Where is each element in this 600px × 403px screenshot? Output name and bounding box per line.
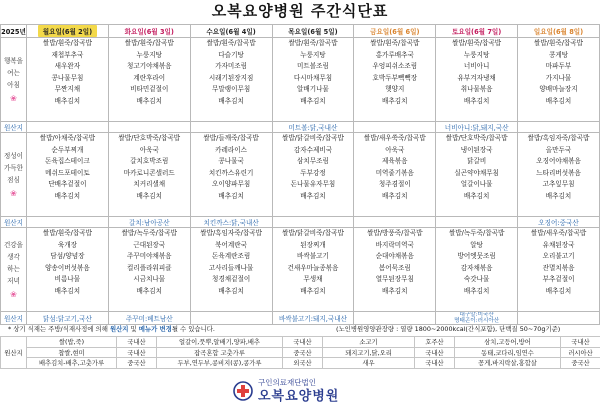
menu-item: 배추김치	[463, 191, 490, 200]
menu-item: 쌀밥/흰죽/찹곡밥	[42, 229, 92, 237]
menu-item: 가지나물	[545, 73, 572, 82]
country-cell: 중국산	[117, 358, 157, 369]
menu-item: 주꾸미야채볶음	[126, 252, 172, 261]
meal-cell	[190, 38, 272, 122]
footer	[0, 375, 600, 403]
ingredient-cell: 배추김치-배추,고춧가루	[27, 358, 117, 369]
origin-table-row	[1, 347, 600, 358]
day-label: 수요일(6월 4일)	[201, 25, 260, 37]
meal-cell	[27, 133, 109, 217]
menu-item: 비름나물	[54, 275, 81, 284]
day-label: 일요일(6월 8일)	[529, 25, 588, 37]
menu-item: 배추김치	[382, 96, 408, 105]
notice-left	[8, 324, 215, 333]
menu-item: 닭갈비	[467, 157, 487, 166]
meal-label	[1, 228, 27, 312]
menu-item: 콩나물국	[218, 157, 244, 166]
meal-cell	[518, 38, 600, 122]
country-cell: 국내산	[415, 347, 455, 358]
menu-item: 쌀밥/흰죽/찹곡밥	[288, 39, 338, 47]
menu-item: 제육볶음	[382, 157, 408, 166]
day-header	[354, 25, 436, 38]
menu-item: 카레라이스	[215, 145, 248, 154]
origin-cell: 주꾸미:베트남산	[108, 312, 190, 325]
country-cell: 중국산	[561, 358, 600, 369]
country-cell: 국내산	[415, 358, 455, 369]
menu-item: 쌀밥/흑임자죽/찹곡밥	[200, 229, 262, 237]
meal-cell	[190, 133, 272, 217]
meal-cell	[27, 38, 109, 122]
origin-cell	[27, 122, 109, 133]
day-label: 화요일(6월 3일)	[120, 25, 179, 37]
menu-item: 다시마채무침	[293, 73, 333, 82]
menu-item: 쌀밥/단호박죽/찹곡밥	[445, 134, 508, 142]
day-label: 토요일(6월 7일)	[447, 25, 506, 37]
menu-item: 돈육계란조림	[212, 252, 251, 261]
menu-item: 쌀밥/아채죽/찹곡밥	[39, 134, 96, 142]
notice-line	[0, 324, 600, 335]
year-label: 2025년	[1, 25, 27, 38]
menu-item: 얼갈이나물	[460, 180, 493, 189]
menu-item: 배추김치	[300, 96, 326, 105]
menu-item: 배추김치	[218, 96, 244, 105]
country-cell: 러시아산	[561, 347, 600, 358]
menu-item: 부추겉절이	[542, 275, 575, 284]
menu-item: 무짠지채	[54, 85, 81, 94]
menu-item: 바지락미역국	[375, 240, 414, 249]
menu-item: 단배추겉절이	[48, 180, 87, 189]
weekly-menu-table	[0, 24, 600, 325]
menu-item: 배추김치	[545, 286, 572, 295]
menu-item: 너비아니	[463, 62, 490, 71]
menu-item: 느타리버섯볶음	[536, 168, 581, 177]
flower-icon: ❀	[10, 188, 17, 198]
meal-cell	[354, 38, 436, 122]
ingredient-cell: 새우	[323, 358, 415, 369]
origin-cell	[190, 122, 272, 133]
notice-text-3: 될 수 있습니다.	[171, 325, 215, 333]
menu-item: 배추김치	[463, 96, 490, 105]
menu-item: 갈치호박조림	[130, 157, 169, 166]
footer-subtitle: 구인의료재단법인	[258, 378, 316, 387]
day-header	[436, 25, 518, 38]
menu-item: 쌀밥/방풍죽/찹곡밥	[367, 229, 423, 237]
origin-table-row	[1, 358, 600, 369]
menu-item: 배추김치	[300, 286, 326, 295]
meal-cell	[518, 133, 600, 217]
menu-item: 다슬기탕	[218, 50, 244, 59]
meal-cell	[354, 228, 436, 312]
menu-item: 순대야채볶음	[375, 252, 414, 261]
country-cell: 외국산	[283, 358, 323, 369]
menu-item: 배추김치	[218, 286, 244, 295]
meal-cell	[436, 133, 518, 217]
menu-item: 새우완자	[54, 62, 81, 71]
menu-item: 미트볼조림	[297, 62, 329, 71]
menu-item: 쌀밥/녹두죽/찹곡밥	[121, 229, 177, 237]
menu-item: 방어엣뭇조림	[457, 252, 496, 261]
meal-cell	[354, 133, 436, 217]
menu-item: 홍가루배추국	[375, 50, 414, 59]
meal-cell	[190, 228, 272, 312]
meal-label-line: 가득한	[3, 163, 24, 172]
meal-cell	[518, 228, 600, 312]
menu-item: 유부겨자냉채	[457, 73, 496, 82]
meal-label-line: 점심	[7, 175, 20, 184]
day-header	[518, 25, 600, 38]
notice-highlight-menu-change: 메뉴가 변경	[138, 325, 172, 333]
menu-item: 양송이버섯볶음	[45, 263, 90, 272]
menu-item: 콩나물무침	[51, 73, 84, 82]
origin-cell	[190, 312, 272, 325]
meal-label-line: 여는	[7, 68, 20, 77]
menu-item: 누룽지탕	[300, 50, 326, 59]
flower-icon: ❀	[10, 289, 17, 299]
menu-item: 배추김치	[54, 191, 81, 200]
country-cell: 호주산	[415, 337, 455, 348]
hospital-logo-icon	[232, 381, 254, 401]
menu-item: 메쉬드포테이토	[45, 168, 90, 177]
origin-row	[1, 217, 600, 228]
meal-cell	[272, 38, 354, 122]
menu-item: 아욱국	[139, 145, 159, 154]
meal-label-line: 건강을	[3, 240, 24, 249]
origin-row	[1, 122, 600, 133]
menu-item: 쌀밥/새우죽/찹곡밥	[530, 229, 587, 237]
menu-item: 쌀밥/닭갈비죽/찹곡밥	[282, 229, 344, 237]
meal-row	[1, 133, 600, 217]
menu-item: 고추잎무침	[542, 180, 575, 189]
menu-item: 재첩부추국	[51, 50, 84, 59]
flower-icon: ❀	[10, 93, 17, 103]
day-header	[27, 25, 109, 38]
nutrition-standard-text: (노인병원영양관장량 : 열량 1800~2000kcal(간식포함), 단백질 50~70g기준)	[336, 325, 561, 333]
menu-item: 냉이된장국	[460, 145, 493, 154]
menu-item: 쌀밥/단호박죽/찹곡밥	[118, 134, 181, 142]
menu-item: 알탕	[470, 240, 484, 249]
menu-item: 올만두국	[545, 145, 572, 154]
country-cell: 국내산	[117, 337, 157, 348]
menu-item: 열무된장무침	[375, 275, 414, 284]
meal-label-line: 정성이	[3, 151, 24, 160]
origin-cell	[518, 122, 600, 133]
meal-label-line: 아침	[7, 80, 20, 89]
menu-item: 시금치나물	[133, 275, 166, 284]
menu-item: 양배마늘장지	[539, 85, 578, 94]
menu-item: 컬리플라워피클	[126, 263, 172, 272]
menu-item: 봄어묵조림	[378, 263, 411, 272]
menu-item: 쌀밥/새우쑥죽/찹곡밥	[363, 134, 426, 142]
ingredient-cell: 찹쌀,현미	[27, 347, 117, 358]
country-cell: 중국산	[283, 347, 323, 358]
menu-item: 우엉피쉬소조림	[372, 62, 418, 71]
menu-item: 배추김치	[54, 96, 81, 105]
menu-item: 무생채	[303, 275, 323, 284]
menu-item: 바싹불고기	[297, 252, 329, 261]
ingredient-cell: 잡곡혼합 고춧가루	[157, 347, 283, 358]
menu-item: 육개장	[57, 240, 77, 249]
menu-item: 건새우마늘종볶음	[287, 263, 339, 272]
ingredient-cell: 돼지고기,닭,오리	[323, 347, 415, 358]
origin-row-label: 원산지	[1, 312, 27, 325]
menu-item: 배추김치	[136, 191, 162, 200]
ingredient-cell: 얼갈이,풋뿌,알배기,양파,배추	[157, 337, 283, 348]
menu-item: 오이양파무침	[212, 180, 251, 189]
day-header	[272, 25, 354, 38]
menu-item: 쌀밥/흰죽/찹곡밥	[452, 39, 502, 47]
menu-item: 햇양지	[385, 85, 405, 94]
menu-item: 마카로니콘샐러드	[123, 168, 175, 177]
menu-item: 가자미조림	[215, 62, 248, 71]
origin-row	[1, 312, 600, 325]
notice-text-1: * 상기 식재는 주방/식재사정에 의해	[8, 325, 110, 333]
menu-item: 쌀밥/흰죽/찹곡밥	[124, 39, 174, 47]
meal-cell	[108, 228, 190, 312]
origin-cell: 갈치:남아공산	[108, 217, 190, 228]
menu-item: 배추김치	[54, 286, 81, 295]
menu-item: 청주겸절이	[378, 180, 411, 189]
menu-item: 청경채겉절이	[212, 275, 251, 284]
menu-item: 누룽지탕	[136, 50, 162, 59]
meal-cell	[108, 133, 190, 217]
ingredient-cell: 소고기	[323, 337, 415, 348]
menu-item: 된장찌개	[300, 240, 326, 249]
menu-item: 두부강정	[300, 168, 326, 177]
menu-item: 담섬/양념장	[50, 252, 85, 261]
menu-item: 배추김치	[382, 191, 408, 200]
menu-item: 배추김치	[382, 286, 408, 295]
origin-cell	[354, 217, 436, 228]
meal-label	[1, 38, 27, 122]
origin-cell	[436, 217, 518, 228]
menu-item: 쌀밥/흰죽/찹곡밥	[534, 39, 584, 47]
menu-item: 오리불고기	[542, 252, 575, 261]
menu-item: 잔멸치볶음	[542, 263, 575, 272]
day-label: 월요일(6월 2일)	[38, 25, 97, 37]
origin-cell: 너비아니:닭,돼지,국산	[436, 122, 518, 133]
menu-item: 배추김치	[218, 191, 244, 200]
day-label: 금요일(6월 6일)	[365, 25, 424, 37]
footer-hospital-name: 오복요양병원	[258, 389, 340, 403]
menu-item: 콩게탕	[548, 50, 569, 59]
ingredient-cell: 삼치,고등어,방어	[455, 337, 561, 348]
meal-label-line: 행복을	[3, 56, 24, 65]
origin-cell: 대구알:미국산 명태곤이:러시아산	[436, 312, 518, 325]
origin-row-label: 원산지	[1, 122, 27, 133]
meal-cell	[272, 133, 354, 217]
menu-item: 쌀밥/닭갈비죽/찹곡밥	[282, 134, 344, 142]
day-header	[190, 25, 272, 38]
menu-item: 치커리샐채	[133, 180, 166, 189]
meal-label-line: 하는	[7, 264, 20, 273]
menu-item: 순두부찌개	[51, 145, 84, 154]
menu-item: 무말랭이무침	[212, 85, 251, 94]
menu-item: 취나물볶음	[460, 85, 493, 94]
origin-cell: 미트볼:닭,국내산	[272, 122, 354, 133]
meal-row	[1, 228, 600, 312]
menu-item: 북어계란국	[215, 240, 248, 249]
menu-item: 계란후라이	[133, 73, 166, 82]
meal-row	[1, 38, 600, 122]
ingredient-cell: 두부,연두부,콩비지(콩),콩가루	[157, 358, 283, 369]
menu-item: 알배기나물	[297, 85, 329, 94]
origin-cell: 오징어:중국산	[518, 217, 600, 228]
menu-item: 유채된장국	[542, 240, 575, 249]
meal-cell	[436, 38, 518, 122]
menu-item: 미역줄기볶음	[375, 168, 414, 177]
menu-item: 쌀밥/들깨죽/찹곡밥	[203, 134, 259, 142]
meal-cell	[27, 228, 109, 312]
menu-item: 돈육집스테이크	[45, 157, 90, 166]
menu-item: 감자채볶음	[460, 263, 493, 272]
menu-item: 시래기된장지짐	[208, 73, 254, 82]
day-header-row	[1, 25, 600, 38]
meal-cell	[436, 228, 518, 312]
origin-cell	[27, 217, 109, 228]
origin-cell	[354, 122, 436, 133]
menu-item: 배추김치	[136, 96, 162, 105]
meal-cell	[272, 228, 354, 312]
meal-label	[1, 133, 27, 217]
menu-item: 비타민겉절이	[130, 85, 169, 94]
menu-item: 쌀밥/흰죽/찹곡밥	[370, 39, 420, 47]
meal-cell	[108, 38, 190, 122]
menu-item: 쌀밥/흑임자죽/찹곡밥	[527, 134, 590, 142]
menu-item: 배추김치	[300, 191, 326, 200]
origin-cell	[518, 312, 600, 325]
menu-item: 실곤약야채무침	[454, 168, 499, 177]
menu-item: 쌀밥/흰죽/찹곡밥	[42, 39, 92, 47]
menu-item: 오징어야채볶음	[536, 157, 581, 166]
origin-cell	[108, 122, 190, 133]
menu-item: 돈나물유자무침	[290, 180, 336, 189]
ingredient-cell: 쌀(밥,죽)	[27, 337, 117, 348]
origin-cell	[272, 217, 354, 228]
day-header	[108, 25, 190, 38]
menu-item: 쌀밥/녹두죽/찹곡밥	[448, 229, 505, 237]
country-cell: 국내산	[117, 347, 157, 358]
menu-item: 고사리들깨나물	[208, 263, 254, 272]
meal-label-line: 생각	[7, 252, 20, 261]
ingredient-cell: 꽁게,바지락살,홍합살	[455, 358, 561, 369]
menu-item: 삼치무조림	[297, 157, 329, 166]
origin-row-label: 원산지	[1, 217, 27, 228]
notice-text-2: 및	[128, 325, 139, 333]
meal-label-line: 저녁	[7, 276, 20, 285]
menu-item: 배추김치	[463, 286, 490, 295]
menu-item: 근대된장국	[133, 240, 166, 249]
menu-item: 쌀밥/흰죽/찹곡밥	[206, 39, 256, 47]
origin-cell: 닭섬:닭고기,국산	[27, 312, 109, 325]
menu-item: 호박두부빽빽장	[372, 73, 418, 82]
origin-cell: 바싹불고기:돼지,국내산	[272, 312, 354, 325]
menu-item: 배추김치	[545, 191, 572, 200]
menu-item: 치킨까스유린기	[208, 168, 254, 177]
country-cell: 국내산	[561, 337, 600, 348]
notice-highlight-origin: 원산지	[109, 325, 129, 333]
country-cell: 국내산	[283, 337, 323, 348]
origin-table-row	[1, 337, 600, 348]
menu-item: 숙갓나물	[463, 275, 490, 284]
origin-table-label: 원산지	[1, 337, 27, 369]
menu-item: 배추김치	[136, 286, 162, 295]
origin-table	[0, 336, 600, 369]
origin-cell	[354, 312, 436, 325]
ingredient-cell: 동태,코다리,임연수	[455, 347, 561, 358]
menu-item: 아욱국	[385, 145, 405, 154]
menu-item: 배추김치	[545, 96, 572, 105]
menu-item: 청고기야채볶음	[126, 62, 172, 71]
page-title: 오복요양병원 주간식단표	[211, 2, 389, 20]
menu-item: 누룽지탕	[463, 50, 490, 59]
day-label: 목요일(6월 5일)	[283, 25, 342, 37]
origin-cell: 치킨까스:닭,국내산	[190, 217, 272, 228]
menu-item: 감자수제비국	[293, 145, 333, 154]
menu-item: 마파두부	[545, 62, 572, 71]
